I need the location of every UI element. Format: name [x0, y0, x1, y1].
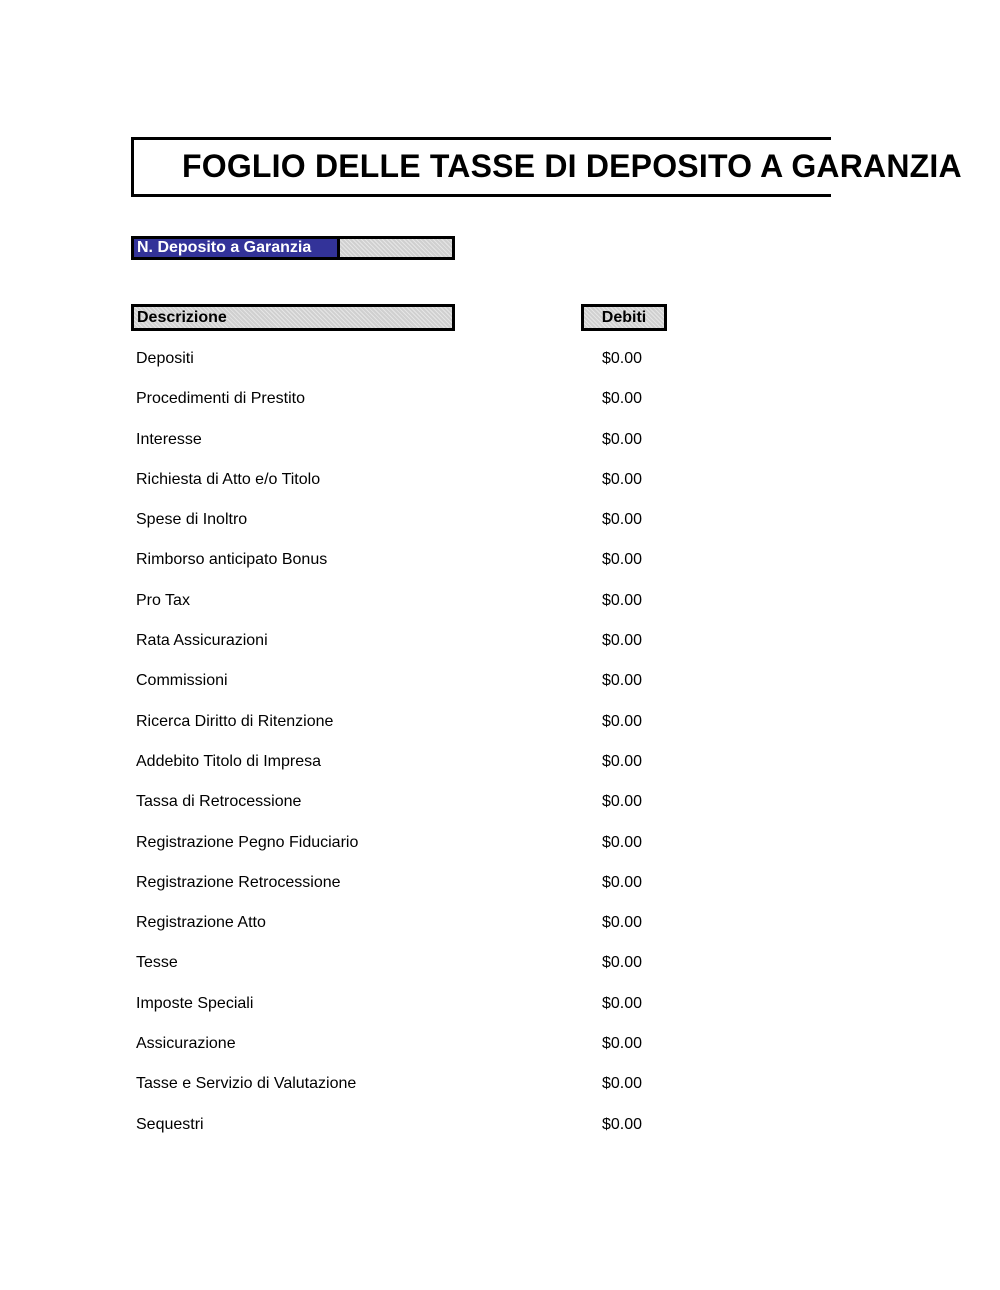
- table-row: [136, 985, 696, 1025]
- row-amount: $0.00: [602, 1075, 643, 1093]
- row-description: Rimborso anticipato Bonus: [136, 551, 328, 569]
- row-amount: $0.00: [602, 390, 643, 408]
- row-description: Imposte Speciali: [136, 994, 254, 1012]
- table-row: [136, 904, 696, 944]
- row-amount: $0.00: [602, 833, 643, 851]
- row-description: Registrazione Atto: [136, 914, 266, 932]
- row-amount: $0.00: [602, 793, 643, 811]
- fee-table: [136, 340, 696, 1146]
- row-amount: $0.00: [602, 511, 643, 529]
- row-description: Tasse e Servizio di Valutazione: [136, 1075, 357, 1093]
- row-description: Pro Tax: [136, 591, 190, 609]
- table-row: [136, 743, 696, 783]
- row-description: Rata Assicurazioni: [136, 632, 268, 650]
- table-row: [136, 1025, 696, 1065]
- row-description: Sequestri: [136, 1115, 204, 1133]
- table-row: [136, 864, 696, 904]
- table-row: [136, 1106, 696, 1146]
- table-row: [136, 582, 696, 622]
- row-description: Depositi: [136, 350, 194, 367]
- row-amount: $0.00: [602, 430, 643, 448]
- row-description: Commissioni: [136, 672, 228, 690]
- table-row: [136, 340, 696, 380]
- escrow-number-field: [131, 236, 455, 260]
- description-column-header: Descrizione: [131, 304, 455, 331]
- row-amount: $0.00: [602, 1035, 643, 1053]
- row-amount: $0.00: [602, 551, 643, 569]
- table-row: [136, 783, 696, 823]
- row-description: Procedimenti di Prestito: [136, 390, 305, 408]
- table-row: [136, 421, 696, 461]
- escrow-number-label: N. Deposito a Garanzia: [134, 239, 340, 257]
- table-row: [136, 824, 696, 864]
- title-box: [131, 137, 962, 197]
- debit-column-header: Debiti: [581, 304, 667, 331]
- page-title: FOGLIO DELLE TASSE DI DEPOSITO A GARANZIA: [182, 148, 962, 184]
- table-row: [136, 541, 696, 581]
- row-amount: $0.00: [602, 1115, 643, 1133]
- row-amount: $0.00: [602, 350, 643, 367]
- row-amount: $0.00: [602, 914, 643, 932]
- row-description: Assicurazione: [136, 1035, 236, 1053]
- row-amount: $0.00: [602, 994, 643, 1012]
- row-description: Richiesta di Atto e/o Titolo: [136, 470, 321, 488]
- row-description: Tassa di Retrocessione: [136, 793, 302, 811]
- row-description: Addebito Titolo di Impresa: [136, 752, 321, 770]
- row-description: Interesse: [136, 430, 202, 448]
- row-description: Tesse: [136, 954, 178, 972]
- row-amount: $0.00: [602, 672, 643, 690]
- row-amount: $0.00: [602, 470, 643, 488]
- row-description: Registrazione Pegno Fiduciario: [136, 833, 359, 851]
- row-amount: $0.00: [602, 752, 643, 770]
- table-row: [136, 944, 696, 984]
- table-row: [136, 501, 696, 541]
- table-row: [136, 622, 696, 662]
- table-row: [136, 662, 696, 702]
- table-row: [136, 703, 696, 743]
- row-amount: $0.00: [602, 712, 643, 730]
- row-description: Spese di Inoltro: [136, 511, 248, 529]
- table-row: [136, 461, 696, 501]
- escrow-number-input[interactable]: [340, 239, 452, 257]
- table-row: [136, 380, 696, 420]
- table-row: [136, 1065, 696, 1105]
- row-description: Registrazione Retrocessione: [136, 873, 341, 891]
- row-amount: $0.00: [602, 873, 643, 891]
- row-amount: $0.00: [602, 954, 643, 972]
- row-amount: $0.00: [602, 632, 643, 650]
- row-description: Ricerca Diritto di Ritenzione: [136, 712, 334, 730]
- row-amount: $0.00: [602, 591, 643, 609]
